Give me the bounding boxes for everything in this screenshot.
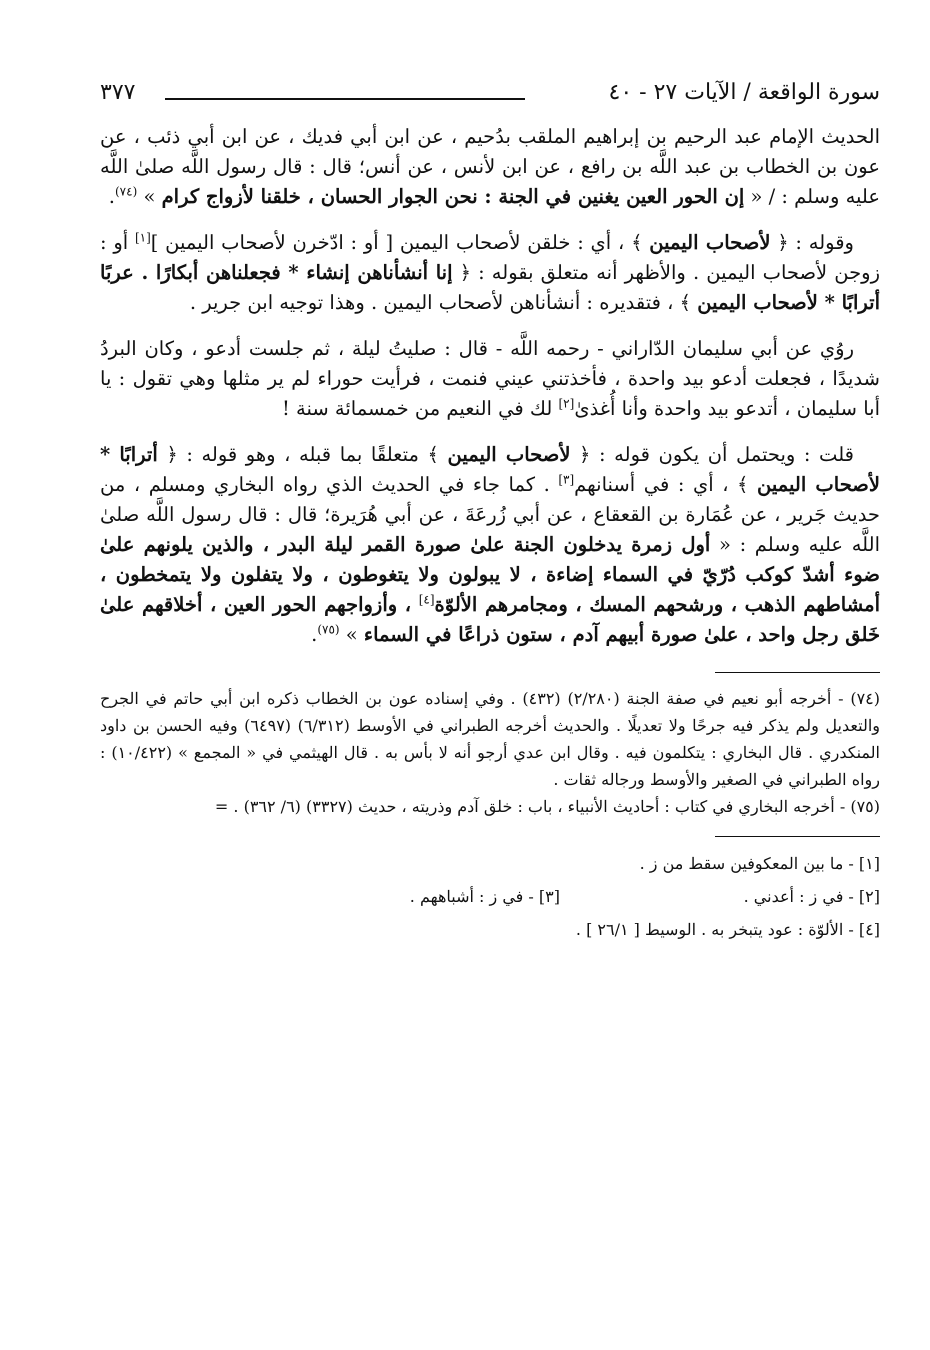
p4-text-5: » <box>339 623 364 646</box>
footnote-75-text: (٧٥) - أخرجه البخاري في كتاب : أحاديث الأنبياء ، باب : خلق آدم وذريته ، حديث (٣٣٢٧) (٦/ ٣٦٢) . <box>233 797 880 816</box>
p1-text-2: » <box>137 185 162 208</box>
p4-text-6: . <box>311 623 318 646</box>
p2-text-4: ﴾ ، فتقديره : أنشأناهن لأصحاب اليمين . وهذا توجيه ابن جرير . <box>189 291 698 314</box>
p1-text-3: . <box>108 185 115 208</box>
narration-paragraph-3 <box>100 334 880 424</box>
note-ref-4[interactable]: [٤] <box>418 592 435 607</box>
p4-bold-1: لأصحاب اليمين <box>447 443 571 466</box>
note-ref-3[interactable]: [٣] <box>558 472 575 487</box>
textual-notes-divider <box>715 836 880 837</box>
footnotes-divider <box>715 672 880 673</box>
footnote-ref-74[interactable]: (٧٤) <box>114 184 138 199</box>
p2-bold-verse: إنا أنشأناهن إنشاء * فجعلناهن أبكارًا . عربًا أترابًا * لأصحاب اليمين <box>100 261 880 314</box>
p4-bold-hadith: أول زمرة يدخلون الجنة علىٰ صورة القمر ليلة البدر ، والذين يلونهم علىٰ ضوء أشدّ كوكب دُرّيّ في السماء إضاءة ، لا يبولون ولا يتغوطون ، ولا يتفلون ولا يتمخطون ، أمشاطهم الذهب ، ورشحهم المسك ، ومجامرهم الألوّة <box>100 533 881 616</box>
continuation-mark: = <box>214 797 229 816</box>
p1-bold-hadith: إن الحور العين يغنين في الجنة : نحن الجوار الحسان ، خلقنا لأزواج كرام <box>161 185 745 208</box>
textual-note-1: [١] - ما بين المعكوفين سقط من ز . <box>639 854 880 873</box>
note-ref-1[interactable]: [١] <box>134 230 151 245</box>
footnote-74: (٧٤) - أخرجه أبو نعيم في صفة الجنة (٢/٢٨٠) (٤٣٢) . وفي إسناده عون بن الخطاب ذكره ابن أبي حاتم في الجرح والتعديل ولم يذكر فيه جرحًا ولا تعديلًا . والحديث أخرجه الطبراني في الأوسط (٦/٣١٢) (٦٤٩٧) وفيه الحسن بن داود المنكدري . قال البخاري : يتكلمون فيه . وقال ابن عدي أرجو أنه لا بأس به . قال الهيثمي في « المجمع » (١٠/٤٢٢) : رواه الطبراني في الصغير والأوسط ورجاله ثقات . <box>100 689 880 789</box>
header-rule <box>165 98 525 100</box>
textual-note-4: [٤] - الألوّة : عود يتبخر به . الوسيط [ ٢٦/١ ] . <box>575 920 880 939</box>
textual-note-3: [٣] - في ز : أشباههم . <box>409 887 560 906</box>
note-ref-2[interactable]: [٢] <box>558 396 575 411</box>
p4-text-3: ﴾ ، أي : في أسنانهم <box>574 473 758 496</box>
book-page <box>100 78 880 946</box>
p2-text-2: ﴾ ، أي : خلقن لأصحاب اليمين [ أو : ادّخرن لأصحاب اليمين ] <box>150 231 650 254</box>
p2-text-1: وقوله : ﴿ <box>770 231 854 254</box>
textual-note-2: [٢] - في ز : أعدني . <box>743 887 880 906</box>
p4-text-4: . كما جاء في الحديث الذي رواه البخاري ومسلم ، من حديث جَرير ، عن عُمَارة بن القعقاع ، عن أبي زُرعَةَ ، عن أبي هُرَيرة؛ قال : قال رسول اللَّه صلىٰ اللَّه عليه وسلم : « <box>100 473 880 556</box>
tafsir-paragraph-2 <box>100 228 880 318</box>
p4-bold-hadith-cont: ، وأزواجهم الحور العين ، أخلاقهم علىٰ خَلق رجل واحد ، علىٰ صورة أبيهم آدم ، ستون ذراعًا في السماء <box>100 593 880 646</box>
p2-bold-1: لأصحاب اليمين <box>649 231 771 254</box>
p3-text-1: روُي عن أبي سليمان الدّاراني - رحمه اللَّه - قال : صليتُ ليلة ، ثم جلست أدعو ، وكان البردُ شديدًا ، فجعلت أدعو بيد واحدة ، فأخذتني عيني فنمت ، فرأيت حوراء لم ير مثلها وهي تقول : يا أبا سليمان ، أتدعو بيد واحدة وأنا أُغذىٰ <box>100 337 880 420</box>
footnote-ref-75[interactable]: (٧٥) <box>317 622 340 637</box>
textual-notes-row <box>100 880 880 913</box>
page-header <box>100 78 880 122</box>
p4-text-2: ﴾ متعلقًا بما قبله ، وهو قوله : ﴿ <box>157 443 448 466</box>
tafsir-paragraph-4 <box>100 440 880 650</box>
p4-text-1: قلت : ويحتمل أن يكون قوله : ﴿ <box>570 443 854 466</box>
p1-text-1: الحديث الإمام عبد الرحيم بن إبراهيم الملقب بدُحيم ، عن ابن أبي فديك ، عن ابن أبي ذئب ، عن عون بن الخطاب بن عبد اللَّه بن رافع ، عن ابن لأنس ، عن أنس؛ قال : قال رسول اللَّه صلىٰ اللَّه عليه وسلم : / « <box>100 125 880 208</box>
p3-text-2: لك في النعيم من خمسمائة سنة ! <box>282 397 559 420</box>
hadith-paragraph-1 <box>100 122 880 212</box>
footnote-75 <box>100 793 880 820</box>
p4-bold-2: أترابًا * لأصحاب اليمين <box>100 443 880 496</box>
page-number: ٣٧٧ <box>100 80 136 105</box>
p2-text-3: أو : زوجن لأصحاب اليمين . والأظهر أنه متعلق بقوله : ﴿ <box>100 231 880 284</box>
running-head-surah: سورة الواقعة / الآيات ٢٧ - ٤٠ <box>608 80 880 105</box>
